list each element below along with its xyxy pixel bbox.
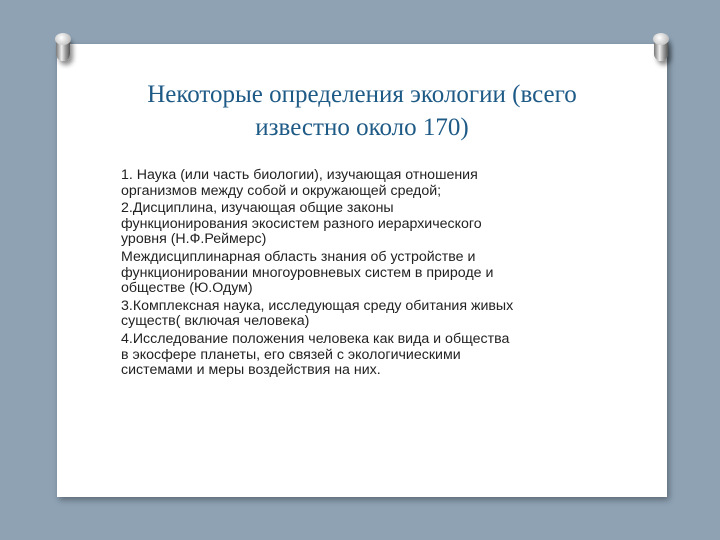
pushpin-icon <box>654 35 668 61</box>
text-line: 1. Наука (или часть биологии), изучающая отношения <box>121 167 478 183</box>
text-line: 3.Комплексная наука, исследующая среду обитания живых <box>121 297 514 314</box>
slide-title <box>57 78 667 144</box>
text-line: уровня (Н.Ф.Реймерс) <box>121 231 267 248</box>
definitions-list <box>121 168 513 379</box>
text-line: Междисциплинарная область знания об устройстве и <box>121 248 476 265</box>
title-line: Некоторые определения экологии (всего <box>147 81 577 108</box>
definition-item <box>121 168 513 199</box>
text-line: обществе (Ю.Одум) <box>121 280 253 297</box>
text-line: системами и меры воздействия на них. <box>121 362 381 379</box>
text-line: 2.Дисциплина, изучающая общие законы <box>121 200 394 217</box>
text-line: 4.Исследование положения человека как вида и общества <box>121 330 510 347</box>
definition-item <box>121 201 513 248</box>
text-line: организмов между собой и окружающей средой; <box>121 182 442 199</box>
definition-item <box>121 250 513 297</box>
text-line: в экосфере планеты, его связей с экологичиескими <box>121 346 461 363</box>
pushpin-icon <box>56 35 70 61</box>
text-line: функционировании многоуровневых систем в природе и <box>121 264 494 281</box>
definition-item <box>121 299 513 330</box>
title-line: известно около 170) <box>255 114 469 141</box>
definition-item <box>121 332 513 379</box>
text-line: функционирования экосистем разного иерархического <box>121 215 482 232</box>
text-line: существ( включая человека) <box>121 313 310 330</box>
